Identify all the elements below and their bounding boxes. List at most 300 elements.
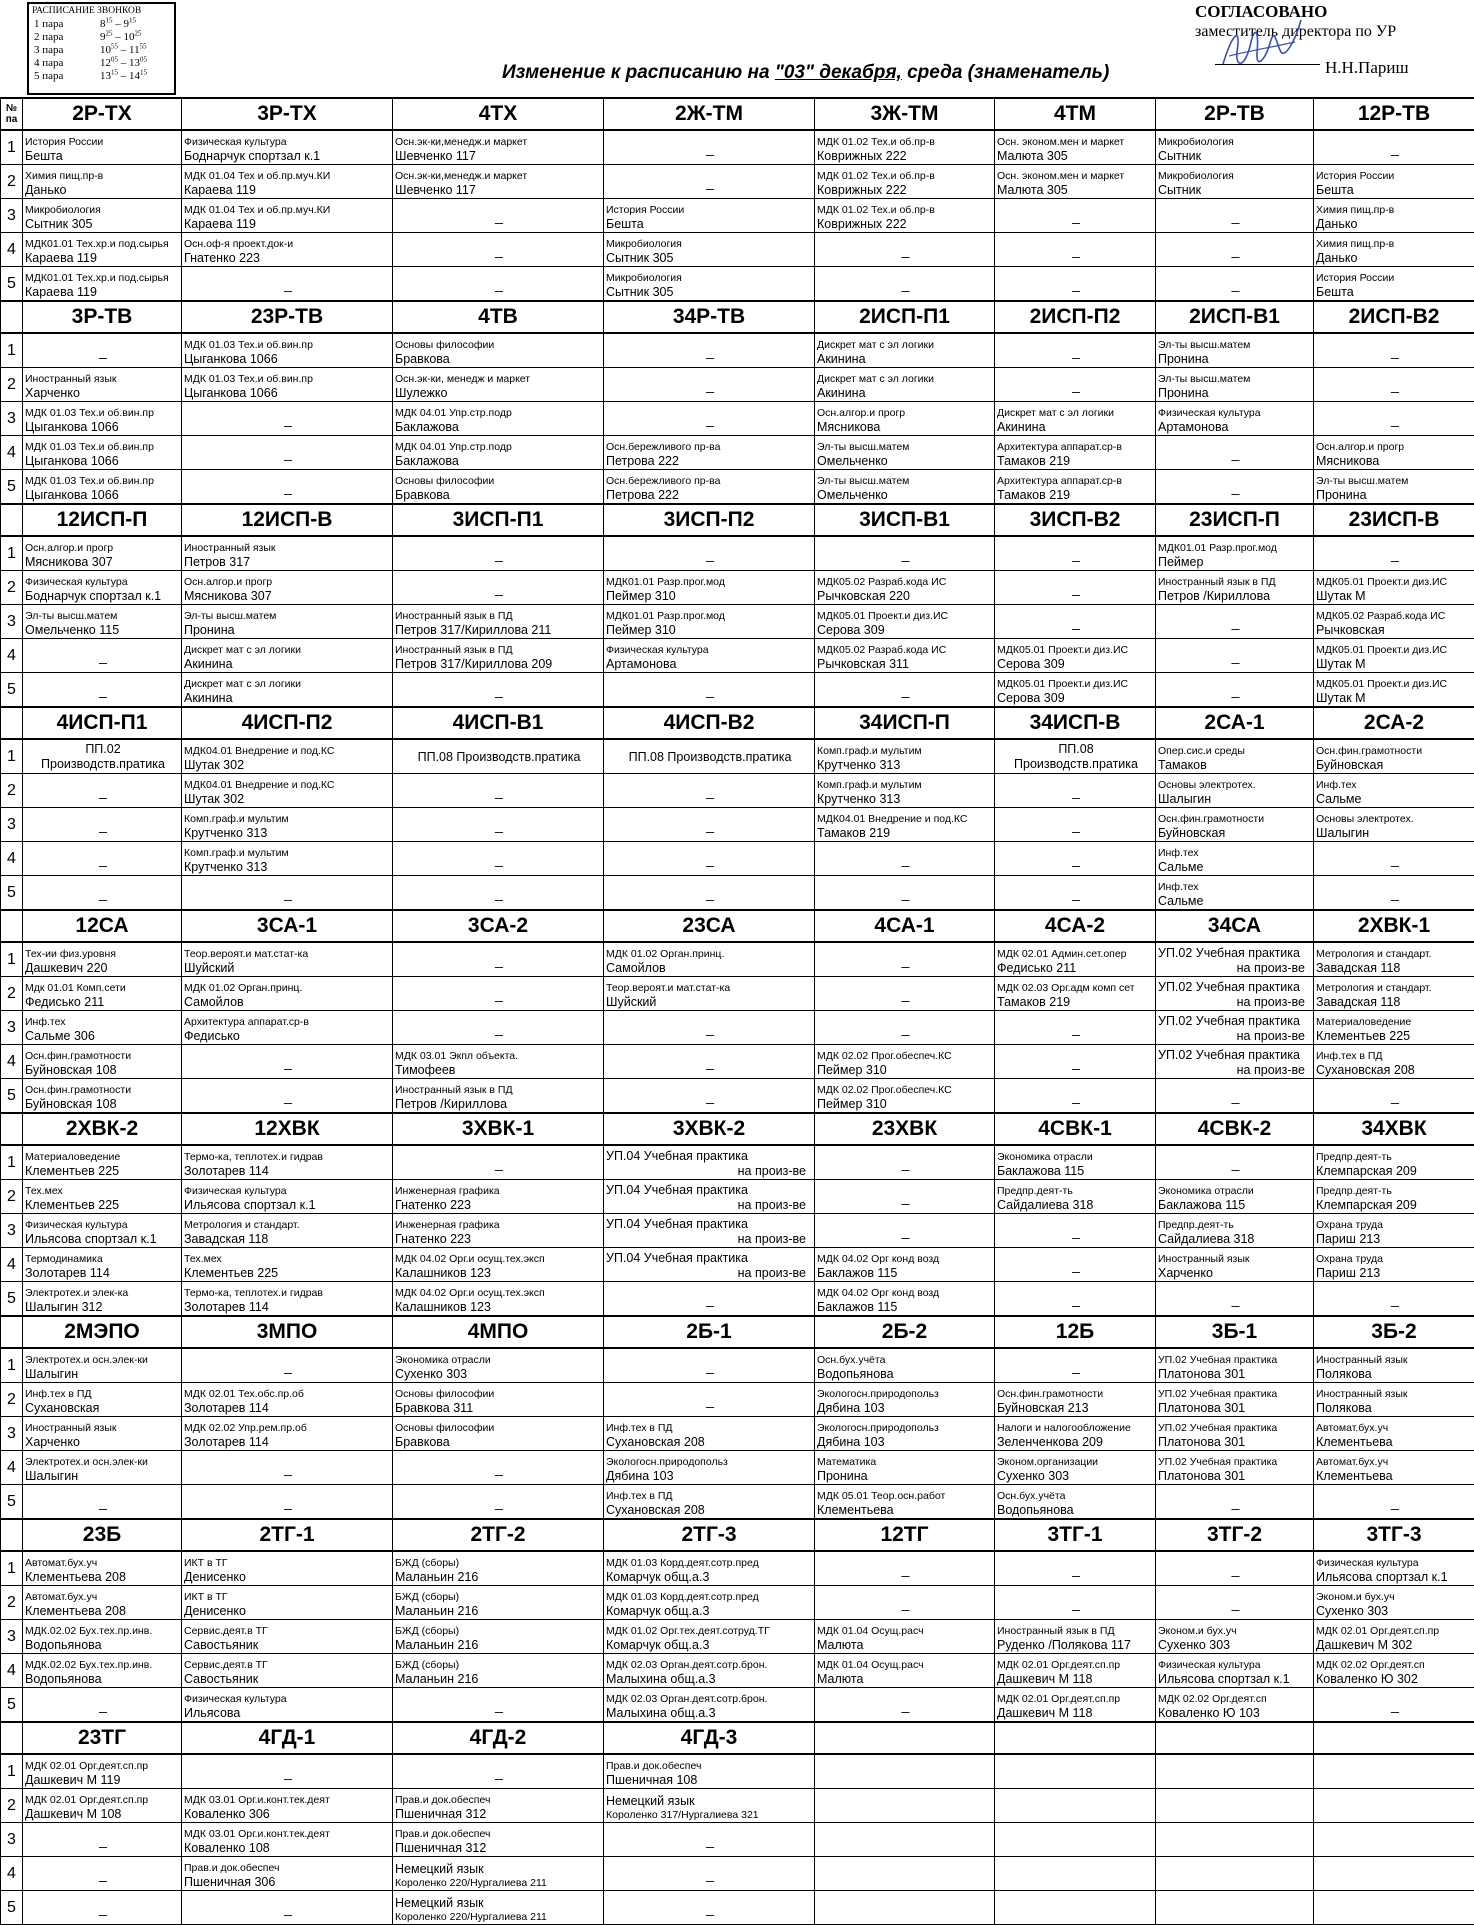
teacher-room: Сальме	[1158, 894, 1313, 909]
lesson-cell	[393, 1348, 604, 1383]
subject: Основы философии	[395, 1388, 603, 1401]
group-header: 4ГД-2	[393, 1722, 604, 1754]
teacher-room: Данько	[1316, 217, 1474, 232]
np-label-2: па	[1, 114, 22, 125]
pair-number: 5	[1, 673, 23, 708]
teacher-room: Бешта	[25, 149, 181, 164]
teacher-room: Платонова 301	[1158, 1469, 1313, 1484]
teacher-room: Коваленко 306	[184, 1807, 392, 1822]
teacher-room: Бравкова 311	[395, 1401, 603, 1416]
lesson-row	[1, 1857, 1474, 1891]
subject: МДК 02.01 Орг.деят.сп.пр	[25, 1794, 181, 1807]
subject: Инф.тех в ПД	[606, 1422, 814, 1435]
empty-cell: _	[1314, 130, 1474, 165]
empty-cell: _	[604, 1383, 815, 1417]
teacher-room: Клемпарская 209	[1316, 1164, 1474, 1179]
subject: Электротех.и элек-ка	[25, 1287, 181, 1300]
subject: Эконом.организации	[997, 1456, 1155, 1469]
pair-number: 4	[1, 233, 23, 267]
empty-cell: _	[604, 1282, 815, 1317]
blank-cell	[1314, 1891, 1474, 1925]
subject: УП.02 Учебная практика	[1158, 1354, 1313, 1367]
teacher-room: Серова 309	[997, 657, 1155, 672]
empty-cell: _	[995, 842, 1156, 876]
lesson-row	[1, 233, 1474, 267]
blank-cell	[1314, 1857, 1474, 1891]
subject: МДК 01.03 Тех.и об.вин.пр	[184, 339, 392, 352]
lesson-cell	[393, 165, 604, 199]
empty-cell: _	[1156, 1079, 1314, 1114]
bell-schedule	[27, 2, 176, 95]
lesson-cell	[604, 1654, 815, 1688]
lesson-cell	[995, 673, 1156, 708]
group-header: 4ТМ	[995, 98, 1156, 130]
subject: МДК.02.02 Бух.тех.пр.инв.	[25, 1625, 181, 1638]
teacher-room: Рычковская 311	[817, 657, 994, 672]
teacher-room: Комарчук общ.а.3	[606, 1638, 814, 1653]
group-header-row	[1, 1722, 1474, 1754]
teacher-room: Буйновская 108	[25, 1097, 181, 1112]
subject: Иностранный язык в ПД	[395, 1084, 603, 1097]
teacher-room: Водопьянова	[997, 1503, 1155, 1518]
teacher-room: Боднарчук спортзал к.1	[184, 149, 392, 164]
teacher-room: Буйновская	[1316, 758, 1474, 773]
lesson-row	[1, 1282, 1474, 1317]
group-header: 4ИСП-П1	[23, 707, 182, 739]
empty-cell: _	[393, 233, 604, 267]
subject: УП.02 Учебная практика	[1158, 1422, 1313, 1435]
lesson-cell	[182, 233, 393, 267]
lesson-cell	[995, 1620, 1156, 1654]
lesson-cell	[1314, 1654, 1474, 1688]
teacher-room: Гнатенко 223	[395, 1198, 603, 1213]
teacher-room: Артамонова	[606, 657, 814, 672]
subject: Иностранный язык	[25, 373, 181, 386]
teacher-room: Клементьев 225	[25, 1164, 181, 1179]
subject: Материаловедение	[25, 1151, 181, 1164]
teacher-room: Бравкова	[395, 488, 603, 503]
practice-cell	[604, 1180, 815, 1214]
lesson-cell	[23, 536, 182, 571]
teacher-room: Бравкова	[395, 1435, 603, 1450]
subject: Эл-ты высш.матем	[1158, 373, 1313, 386]
teacher-room: Платонова 301	[1158, 1401, 1313, 1416]
group-header: 12ИСП-П	[23, 504, 182, 536]
lesson-cell	[995, 1145, 1156, 1180]
subject: Комп.граф.и мультим	[184, 847, 392, 860]
lesson-cell	[182, 1417, 393, 1451]
lesson-cell	[1156, 368, 1314, 402]
group-header: 2СА-2	[1314, 707, 1474, 739]
practice-cell: ПП.08 Производств.пратика	[393, 739, 604, 774]
subject: МДК 02.01 Орг.деят.сп.пр	[1316, 1625, 1474, 1638]
teacher-room: Баклажова	[395, 454, 603, 469]
pair-number: 5	[1, 876, 23, 911]
practice-cell	[1156, 1011, 1314, 1045]
teacher-room: Завадская 118	[184, 1232, 392, 1247]
teacher-room: Коврижных 222	[817, 149, 994, 164]
teacher-room: Рычковская	[1316, 623, 1474, 638]
pair-number-header	[1, 98, 23, 130]
subject: МДК 02.02 Орг.деят.сп	[1316, 1659, 1474, 1672]
subject: МДК01.01 Тех.хр.и под.сырья	[25, 238, 181, 251]
pair-number-header	[1, 707, 23, 739]
teacher-room: Самойлов	[184, 995, 392, 1010]
teacher-room: Омельченко 115	[25, 623, 181, 638]
teacher-room: Клементьева 208	[25, 1570, 181, 1585]
teacher-room: Акинина	[817, 386, 994, 401]
pair-number: 4	[1, 1248, 23, 1282]
subject: МДК 01.02 Тех.и об.пр-в	[817, 136, 994, 149]
subject: Комп.граф.и мультим	[184, 813, 392, 826]
subject: Тех.мех	[184, 1253, 392, 1266]
approval-subtitle: заместитель директора по УР	[1195, 22, 1474, 42]
blank-cell	[995, 1857, 1156, 1891]
empty-cell: _	[604, 402, 815, 436]
group-header: 2ХВК-2	[23, 1113, 182, 1145]
teacher-room: Петрова 222	[606, 488, 814, 503]
lesson-cell	[1156, 1180, 1314, 1214]
lesson-cell	[815, 774, 995, 808]
empty-cell: _	[604, 1891, 815, 1925]
subject: Прав.и док.обеспеч	[395, 1794, 603, 1807]
lesson-cell	[393, 402, 604, 436]
empty-cell: _	[182, 402, 393, 436]
subject: Осн.эк-ки,менедж.и маркет	[395, 136, 603, 149]
bell-pair-label: 2 пара	[32, 31, 100, 44]
teacher-room: Париш 213	[1316, 1266, 1474, 1281]
lesson-row	[1, 739, 1474, 774]
teacher-room: Крутченко 313	[184, 860, 392, 875]
teacher-room: Золотарев 114	[184, 1401, 392, 1416]
practice-name: УП.04 Учебная практика	[606, 1217, 814, 1232]
lesson-cell	[393, 639, 604, 673]
teacher-room: Савостьяник	[184, 1672, 392, 1687]
bell-start: 8	[100, 18, 106, 30]
lesson-cell	[182, 1248, 393, 1282]
pair-number: 1	[1, 536, 23, 571]
teacher-room: Маланьин 216	[395, 1638, 603, 1653]
teacher-room: Петров /Кириллова	[1158, 589, 1313, 604]
blank-cell	[815, 1823, 995, 1857]
subject: МДК 02.02 Прог.обеспеч.КС	[817, 1050, 994, 1063]
lesson-cell	[393, 436, 604, 470]
subject: Дискрет мат с эл логики	[184, 678, 392, 691]
subject: Архитектура аппарат.ср-в	[997, 441, 1155, 454]
pair-number: 2	[1, 368, 23, 402]
teacher-room: Клементьева	[817, 1503, 994, 1518]
lesson-cell	[182, 536, 393, 571]
subject: Материаловедение	[1316, 1016, 1474, 1029]
lesson-row	[1, 368, 1474, 402]
bell-start: 12	[100, 57, 111, 69]
empty-cell: _	[182, 1754, 393, 1789]
teacher-room: Крутченко 313	[817, 792, 994, 807]
teacher-room: Пронина	[1158, 352, 1313, 367]
teacher-room: Артамонова	[1158, 420, 1313, 435]
pair-number: 2	[1, 977, 23, 1011]
subject: Микробиология	[606, 272, 814, 285]
lesson-cell	[182, 1654, 393, 1688]
teacher-room: Сухенко 303	[395, 1367, 603, 1382]
empty-cell: _	[1156, 1145, 1314, 1180]
empty-cell: _	[23, 842, 182, 876]
subject: Прав.и док.обеспеч	[606, 1760, 814, 1773]
lesson-cell	[1314, 1383, 1474, 1417]
teacher-room: Федисько 211	[25, 995, 181, 1010]
empty-cell: _	[1314, 402, 1474, 436]
subject: МДК 01.02 Тех.и об.пр-в	[817, 204, 994, 217]
teacher-room: Полякова	[1316, 1367, 1474, 1382]
practice-cell	[1156, 977, 1314, 1011]
teacher-room: Платонова 301	[1158, 1435, 1313, 1450]
lesson-cell	[393, 1417, 604, 1451]
group-header: 23ИСП-П	[1156, 504, 1314, 536]
blank-cell	[1156, 1891, 1314, 1925]
teacher-room: Тимофеев	[395, 1063, 603, 1078]
teacher-room: Боднарчук спортзал к.1	[25, 589, 181, 604]
teacher-room: Данько	[1316, 251, 1474, 266]
pair-number: 5	[1, 1282, 23, 1317]
empty-cell: _	[604, 808, 815, 842]
teacher-room: Сытник 305	[606, 251, 814, 266]
empty-cell: _	[23, 639, 182, 673]
lesson-cell	[23, 1348, 182, 1383]
lesson-cell	[1314, 1248, 1474, 1282]
teacher-room: Караева 119	[25, 251, 181, 266]
bell-end-min: 15	[129, 16, 136, 24]
teacher-room: Пеймер 310	[817, 1063, 994, 1078]
lesson-cell	[1156, 1654, 1314, 1688]
subject: Дискрет мат с эл логики	[817, 339, 994, 352]
lesson-row	[1, 536, 1474, 571]
lesson-cell	[393, 130, 604, 165]
teacher-room: Шуйский	[184, 961, 392, 976]
teacher-room: Харченко	[25, 1435, 181, 1450]
subject: Химия пищ.пр-в	[1316, 238, 1474, 251]
group-header: 34ИСП-В	[995, 707, 1156, 739]
blank-cell	[1156, 1857, 1314, 1891]
subject: МДК 01.02 Тех.и об.пр-в	[817, 170, 994, 183]
empty-cell: _	[182, 1451, 393, 1485]
lesson-cell	[995, 1417, 1156, 1451]
empty-cell: _	[1156, 1282, 1314, 1317]
pair-number: 1	[1, 1348, 23, 1383]
lesson-cell	[815, 1079, 995, 1114]
bell-start-min: 55	[111, 42, 118, 50]
teacher-room: Клементьева 208	[25, 1604, 181, 1619]
lesson-cell	[182, 605, 393, 639]
subject: Термо-ка, теплотех.и гидрав	[184, 1151, 392, 1164]
teacher-room: Коврижных 222	[817, 217, 994, 232]
teacher-room: Тамаков 219	[817, 826, 994, 841]
lesson-cell	[604, 436, 815, 470]
practice-name: УП.02 Учебная практика	[1158, 1048, 1313, 1063]
schedule-date: "03" декабря,	[775, 62, 902, 83]
teacher-room: Тамаков 219	[997, 488, 1155, 503]
teacher-room: Шалыгин	[25, 1469, 181, 1484]
subject: Физическая культура	[1158, 407, 1313, 420]
teacher-room: Харченко	[1158, 1266, 1313, 1281]
practice-cell	[604, 1214, 815, 1248]
empty-cell: _	[604, 1348, 815, 1383]
teacher-room: Шевченко 117	[395, 149, 603, 164]
lesson-row	[1, 1789, 1474, 1823]
teacher-room: Золотарев 114	[25, 1266, 181, 1281]
lesson-cell	[23, 1214, 182, 1248]
teacher-room: Шалыгин	[25, 1367, 181, 1382]
teacher-room: Сытник	[1158, 183, 1313, 198]
lesson-cell	[23, 1620, 182, 1654]
subject: Осн.бух.учёта	[817, 1354, 994, 1367]
group-header: 4СВК-2	[1156, 1113, 1314, 1145]
pair-number: 3	[1, 1417, 23, 1451]
lesson-cell	[1314, 165, 1474, 199]
subject: МДК 01.02 Орган.принц.	[184, 982, 392, 995]
practice-name: Производств.пратика	[25, 757, 181, 772]
empty-cell: _	[815, 876, 995, 911]
lesson-row	[1, 1079, 1474, 1114]
group-header: 3ИСП-П2	[604, 504, 815, 536]
subject: История России	[25, 136, 181, 149]
lesson-cell	[182, 673, 393, 708]
approver-name: Н.Н.Париш	[1325, 58, 1409, 78]
pair-number-header	[1, 301, 23, 333]
practice-cell: ПП.08 Производств.пратика	[604, 739, 815, 774]
lesson-cell	[995, 402, 1156, 436]
subject: МДК01.01 Разр.прог.мод	[606, 610, 814, 623]
subject: МДК 02.01 Орг.деят.сп.пр	[25, 1760, 181, 1773]
lesson-cell	[604, 470, 815, 505]
subject: МДК05.01 Проект.и диз.ИС	[997, 644, 1155, 657]
lesson-row	[1, 130, 1474, 165]
subject: МДК 04.02 Орг.и осущ.тех.эксп	[395, 1287, 603, 1300]
lesson-cell	[815, 605, 995, 639]
teacher-room: Гнатенко 223	[184, 251, 392, 266]
lesson-cell	[23, 368, 182, 402]
empty-cell: _	[1314, 368, 1474, 402]
empty-cell: _	[815, 842, 995, 876]
lesson-cell	[182, 1823, 393, 1857]
teacher-room: Шалыгин 312	[25, 1300, 181, 1315]
teacher-room: Петров 317/Кириллова 211	[395, 623, 603, 638]
lesson-cell	[604, 1688, 815, 1723]
subject: Химия пищ.пр-в	[25, 170, 181, 183]
np-label-1: №	[1, 103, 22, 114]
subject: Экологосн.природопольз	[817, 1422, 994, 1435]
pair-number: 3	[1, 1823, 23, 1857]
teacher-room: Пшеничная 306	[184, 1875, 392, 1890]
group-header: 2ИСП-П2	[995, 301, 1156, 333]
subject: МДК 01.03 Тех.и об.вин.пр	[25, 475, 181, 488]
pair-number: 1	[1, 1145, 23, 1180]
teacher-room: Денисенко	[184, 1604, 392, 1619]
lesson-cell	[182, 199, 393, 233]
teacher-room: Шутак М	[1316, 691, 1474, 706]
practice-cell	[604, 1248, 815, 1282]
teacher-room: Клементьев 225	[25, 1198, 181, 1213]
teacher-room: Маланьин 216	[395, 1672, 603, 1687]
practice-cell	[23, 739, 182, 774]
teacher-room: Караева 119	[184, 217, 392, 232]
lesson-cell	[23, 1417, 182, 1451]
blank-cell	[995, 1823, 1156, 1857]
subject: МДК 03.01 Экпл объекта.	[395, 1050, 603, 1063]
subject: УП.02 Учебная практика	[1158, 1456, 1313, 1469]
lesson-cell	[604, 1620, 815, 1654]
teacher-room: Сытник	[1158, 149, 1313, 164]
teacher-room: Цыганкова 1066	[25, 454, 181, 469]
teacher-room: Самойлов	[606, 961, 814, 976]
subject: Физическая культура	[184, 136, 392, 149]
lesson-cell	[815, 1654, 995, 1688]
lesson-cell	[393, 1654, 604, 1688]
lesson-cell	[23, 977, 182, 1011]
empty-cell: _	[182, 267, 393, 302]
subject: Микробиология	[1158, 136, 1313, 149]
lesson-cell	[815, 1348, 995, 1383]
empty-cell: _	[393, 842, 604, 876]
lesson-cell	[23, 605, 182, 639]
pair-number: 5	[1, 267, 23, 302]
empty-cell: _	[995, 1214, 1156, 1248]
lesson-row	[1, 1045, 1474, 1079]
subject: Термо-ка, теплотех.и гидрав	[184, 1287, 392, 1300]
subject: Экономика отрасли	[1158, 1185, 1313, 1198]
bell-row	[32, 18, 171, 31]
subject: Инф.тех	[1316, 779, 1474, 792]
teacher-room: Короленко 317/Нургалиева 321	[606, 1809, 814, 1822]
lesson-cell	[815, 1045, 995, 1079]
lesson-cell	[182, 842, 393, 876]
teacher-room: Малюта	[817, 1638, 994, 1653]
subject: Метрология и стандарт.	[1316, 982, 1474, 995]
lesson-cell	[1314, 267, 1474, 302]
lesson-cell	[182, 1214, 393, 1248]
empty-cell: _	[604, 333, 815, 368]
teacher-room: Акинина	[817, 352, 994, 367]
lesson-cell	[1314, 1180, 1474, 1214]
pair-number: 2	[1, 1586, 23, 1620]
subject: МДК 03.01 Орг.и.конт.тек.деят	[184, 1794, 392, 1807]
subject: МДК 02.01 Орг.деят.сп.пр	[997, 1693, 1155, 1706]
teacher-room: Малюта 305	[997, 149, 1155, 164]
group-header: 2МЭПО	[23, 1316, 182, 1348]
subject: МДК 04.02 Орг.и осущ.тех.эксп	[395, 1253, 603, 1266]
teacher-room: Дябина 103	[817, 1401, 994, 1416]
lesson-row	[1, 876, 1474, 911]
pair-number: 4	[1, 1654, 23, 1688]
teacher-room: Тамаков 219	[997, 995, 1155, 1010]
empty-cell: _	[393, 673, 604, 708]
teacher-room: Сухановская 208	[606, 1503, 814, 1518]
group-header: 12Б	[995, 1316, 1156, 1348]
teacher-room: Клементьева	[1316, 1435, 1474, 1450]
bell-end-min: 55	[140, 42, 147, 50]
group-header: 12ТГ	[815, 1519, 995, 1551]
teacher-room: Цыганкова 1066	[25, 488, 181, 503]
subject: Иностранный язык	[25, 1422, 181, 1435]
subject: Физическая культура	[184, 1693, 392, 1706]
teacher-room: Пеймер 310	[817, 1097, 994, 1112]
lesson-row	[1, 199, 1474, 233]
group-header: 3ИСП-В2	[995, 504, 1156, 536]
teacher-room: Клементьев 225	[1316, 1029, 1474, 1044]
empty-cell: _	[1314, 842, 1474, 876]
empty-cell: _	[23, 673, 182, 708]
lesson-cell	[182, 1180, 393, 1214]
teacher-room: Дашкевич М 118	[997, 1672, 1155, 1687]
